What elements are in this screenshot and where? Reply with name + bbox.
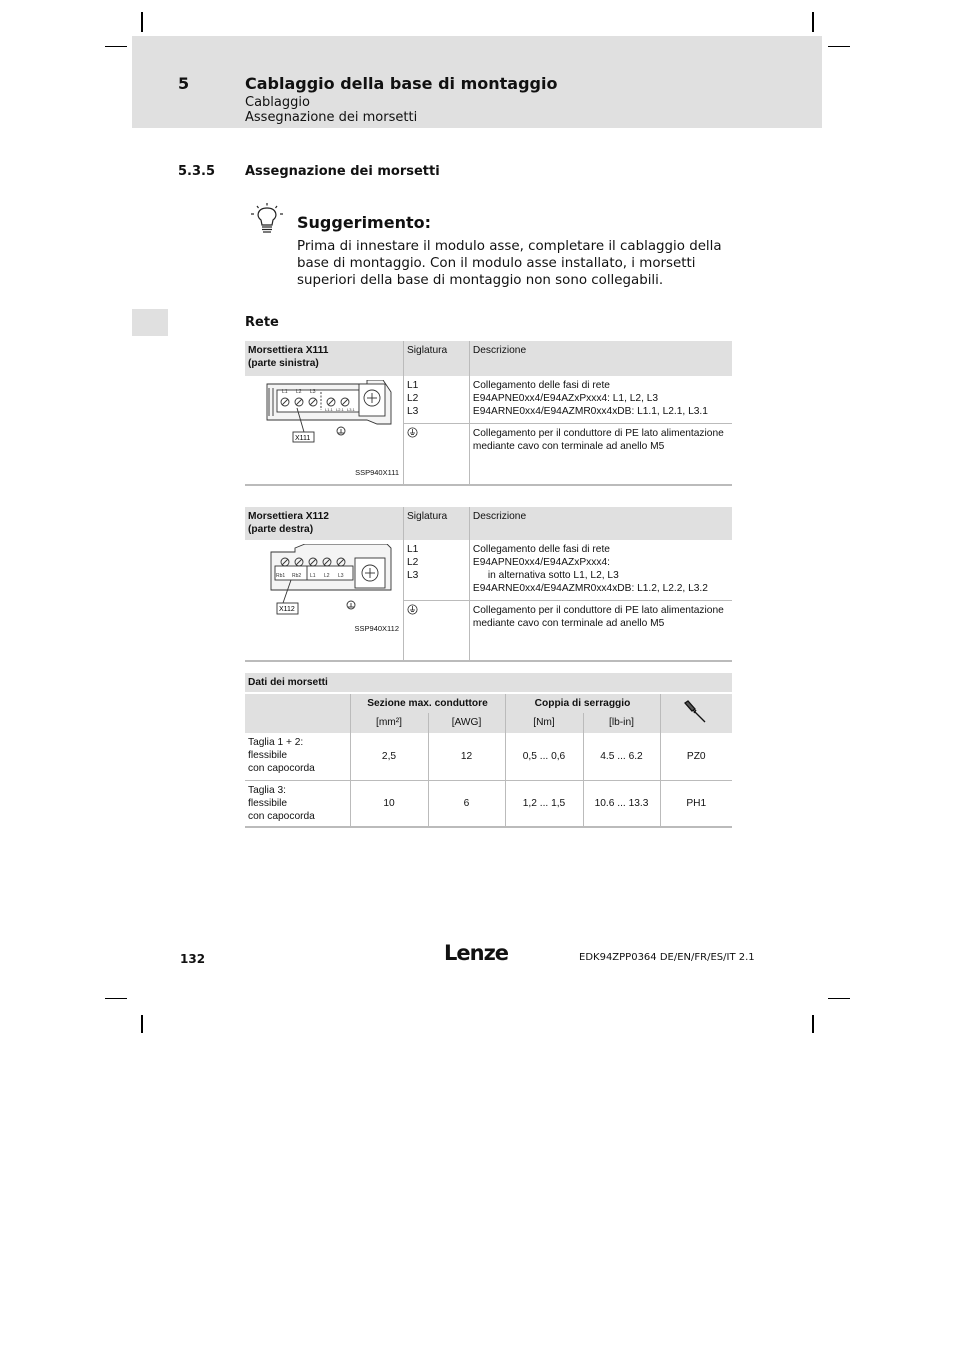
- cell-tool: PH1: [660, 780, 732, 827]
- description-cell: Collegamento delle fasi di rete E94APNE0xx4/E94AZxPxxx4: L1, L2, L3 E94ARNE0xx4/E94AZMR0xx4xDB: L1.1, L2.1, L3.1: [469, 376, 732, 423]
- fig-term-label: L3: [310, 389, 316, 395]
- terminal-block-x111-figure: [249, 380, 399, 444]
- unit-mm2: [mm²]: [350, 713, 428, 733]
- cell-lbin: 4.5 ... 6.2: [583, 733, 660, 780]
- cell-mm2: 2,5: [350, 733, 428, 780]
- page-number: 132: [180, 952, 206, 966]
- description-cell: Collegamento delle fasi di rete E94APNE0xx4/E94AZxPxxx4: in alternativa sotto L1, L2, L3 E94ARNE0xx4/E94AZMR0xx4xDB: L1.2, L2.2, L3.2: [469, 540, 732, 600]
- cell-awg: 6: [428, 780, 505, 827]
- table-header-siglatura: Siglatura: [404, 341, 470, 376]
- table-header-siglatura: Siglatura: [404, 507, 470, 540]
- fig-term-label: L3: [338, 573, 344, 579]
- crop-mark: [828, 46, 850, 47]
- crop-mark: [828, 998, 850, 999]
- terminal-figure-cell: [245, 376, 404, 485]
- fig-term-label: L1: [310, 573, 316, 579]
- cell-awg: 12: [428, 733, 505, 780]
- figure-caption: SSP940X112: [354, 624, 399, 633]
- siglatura-cell: L1 L2 L3: [404, 540, 470, 600]
- description-cell: Collegamento per il conduttore di PE lato alimentazione mediante cavo con terminale ad anello M5: [469, 600, 732, 661]
- terminal-table-x112: [245, 507, 732, 662]
- fig-term-label: Rb1: [276, 573, 286, 579]
- description-cell: Collegamento per il conduttore di PE lato alimentazione mediante cavo con terminale ad anello M5: [469, 423, 732, 485]
- unit-awg: [AWG]: [428, 713, 505, 733]
- fig-term-label: L1: [282, 389, 288, 395]
- table-header-coppia: Coppia di serraggio: [505, 693, 660, 713]
- tip-text: Prima di innestare il modulo asse, completare il cablaggio della base di montaggio. Con il modulo asse installato, i morsetti superiori della base di montaggio non sono collegabili.: [297, 239, 722, 288]
- table-row: [245, 780, 732, 827]
- table-header-empty: [245, 693, 350, 733]
- unit-lbin: [lb-in]: [583, 713, 660, 733]
- cell-nm: 0,5 ... 0,6: [505, 733, 583, 780]
- fig-term-label: L2: [324, 573, 330, 579]
- fig-term-label: L3.1: [347, 407, 355, 412]
- table-header-descrizione: Descrizione: [469, 507, 732, 540]
- crop-mark: [812, 1015, 814, 1033]
- lightbulb-icon: [250, 203, 284, 235]
- crop-mark: [141, 12, 143, 32]
- terminal-block-x112-figure: [249, 544, 399, 618]
- ground-icon: [407, 427, 418, 438]
- siglatura-cell: L1 L2 L3: [404, 376, 470, 423]
- screwdriver-icon: [683, 700, 709, 724]
- terminal-table-x111: [245, 341, 732, 486]
- siglatura-cell: [404, 423, 470, 485]
- fig-term-label: L2.1: [336, 407, 344, 412]
- tip-title: Suggerimento:: [297, 213, 431, 232]
- terminal-data-table: [245, 673, 732, 828]
- terminal-figure-cell: [245, 540, 404, 661]
- table-title: Dati dei morsetti: [245, 673, 732, 693]
- table-header-tool: [660, 693, 732, 733]
- crop-mark: [141, 1015, 143, 1033]
- fig-term-label: Rb2: [292, 573, 302, 579]
- siglatura-cell: [404, 600, 470, 661]
- header-subtitle-2: Assegnazione dei morsetti: [245, 110, 418, 125]
- fig-label: X111: [295, 435, 311, 442]
- fig-label: X112: [279, 606, 295, 613]
- document-code: EDK94ZPP0364 DE/EN/FR/ES/IT 2.1: [579, 952, 755, 963]
- ground-icon: [407, 604, 418, 615]
- chapter-title: Cablaggio della base di montaggio: [245, 74, 558, 93]
- cell-tool: PZ0: [660, 733, 732, 780]
- cell-mm2: 10: [350, 780, 428, 827]
- cell-nm: 1,2 ... 1,5: [505, 780, 583, 827]
- header-subtitle-1: Cablaggio: [245, 95, 310, 110]
- row-label: Taglia 3: flessibile con capocorda: [245, 780, 350, 827]
- figure-caption: SSP940X111: [355, 468, 399, 477]
- chapter-number: 5: [178, 74, 190, 93]
- table-row: [245, 733, 732, 780]
- fig-term-label: L2: [296, 389, 302, 395]
- table-header-sezione: Sezione max. conduttore: [350, 693, 505, 713]
- section-number: 5.3.5: [178, 164, 216, 179]
- row-label: Taglia 1 + 2: flessibile con capocorda: [248, 737, 315, 774]
- table-header-terminal: Morsettiera X111 (parte sinistra): [245, 341, 404, 376]
- unit-nm: [Nm]: [505, 713, 583, 733]
- cell-lbin: 10.6 ... 13.3: [583, 780, 660, 827]
- crop-mark: [812, 12, 814, 32]
- rete-heading: Rete: [245, 315, 279, 330]
- crop-mark: [105, 998, 127, 999]
- section-title: Assegnazione dei morsetti: [245, 164, 440, 179]
- crop-mark: [105, 46, 127, 47]
- lenze-logo: Lenze: [444, 941, 509, 965]
- fig-term-label: L1.1: [325, 407, 333, 412]
- table-header-terminal: Morsettiera X112 (parte destra): [245, 507, 404, 540]
- table-header-descrizione: Descrizione: [469, 341, 732, 376]
- side-tab: [132, 309, 168, 336]
